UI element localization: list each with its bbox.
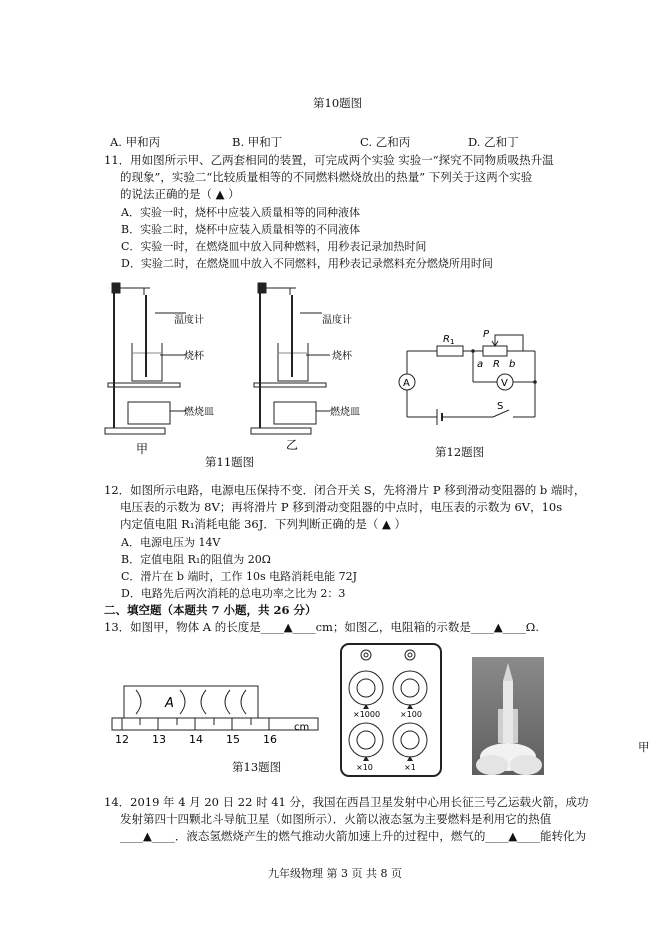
q11-stem-line1: 11．用如图所示甲、乙两套相同的装置，可完成两个实验 实验一“探究不同物质吸热升温 [104,153,554,167]
q14-line3: ____▲____．液态氢燃烧产生的燃气推动火箭加速上升的过程中，燃气的____▲____能转化为 [120,829,587,843]
fig12-label-a: a [477,359,484,370]
fig13-tick-13: 13 [152,733,166,746]
section-heading-fill-in: 二、填空题（本题共 7 小题，共 26 分） [104,603,317,617]
q11-stem-line3: 的说法正确的是（ ▲ ） [120,187,240,201]
fig11-caption: 第11题图 [205,455,255,469]
fig11-label-thermometer-left: 温度计 [174,315,204,326]
q12-stem-line3: 内定值电阻 R₁消耗电能 36J．下列判断正确的是（ ▲ ） [120,517,406,531]
q11-option-a: A．实验一时，烧杯中应装入质量相等的同种液体 [121,206,360,219]
q12-stem-line2: 电压表的示数为 8V；再将滑片 P 移到滑动变阻器的中点时，电压表的示数为 6V，10s [120,500,563,514]
fig13-ruler [110,680,320,750]
fig12-circuit [395,325,555,435]
fig13-caption: 第13题图 [232,760,282,774]
fig12-switch-s: S [497,401,504,412]
fig12-label-r1-subscript: 1 [450,338,455,346]
fig13-dial-x10: ×10 [356,763,373,772]
q11-option-c: C．实验一时，在燃烧皿中放入同种燃料，用秒表记录加热时间 [121,240,427,253]
fig12-label-r1: R [443,334,450,345]
fig10-caption: 第10题图 [313,96,363,110]
fig13-dial-x1000: ×1000 [353,710,381,719]
fig13-tick-12: 12 [115,733,129,746]
q10-option-d: D. 乙和丁 [468,135,519,149]
fig11-label-thermometer-right: 温度计 [322,315,352,326]
fig11-apparatus [100,273,365,473]
q11-stem-line2: 的现象”，实验二“比较质量相等的不同燃料燃烧放出的热量” 下列关于这两个实验 [120,170,533,184]
q12-stem-line1: 12．如图所示电路，电源电压保持不变．闭合开关 S，先将滑片 P 移到滑动变阻器的 b 端时， [104,483,586,497]
fig13-resistance-box [340,643,442,777]
fig11-label-burner-left: 燃烧皿 [184,407,214,418]
fig13-dial-x100: ×100 [400,710,422,719]
q14-line2: 发射第四十四颗北斗导航卫星（如图所示）．火箭以液态氢为主要燃料是利用它的热值 [120,812,552,826]
q13-text: 13．如图甲，物体 A 的长度是____▲____cm；如图乙，电阻箱的示数是____▲____Ω. [104,620,539,634]
q11-option-b: B．实验二时，烧杯中应装入质量相等的不同液体 [121,223,361,236]
fig13-tick-15: 15 [226,733,240,746]
page-footer: 九年级物理 第 3 页 共 8 页 [268,867,402,880]
fig12-label-b: b [509,359,516,370]
q12-option-a: A．电源电压为 14V [121,536,221,549]
fig12-label-p: P [483,329,490,340]
rocket-launch-photo [472,657,544,775]
fig12-ammeter-a: A [403,378,410,389]
fig13-tick-14: 14 [189,733,203,746]
q12-option-b: B．定值电阻 R₁的阻值为 20Ω [121,553,271,566]
fig13-side-label: 甲 [638,740,650,754]
fig11-label-burner-right: 燃烧皿 [330,407,360,418]
q10-option-c: C. 乙和丙 [360,135,411,149]
fig13-object-label: A [165,696,174,711]
fig13-unit-cm: cm [294,722,310,733]
fig12-label-r: R [493,359,500,370]
fig11-label-beaker-right: 烧杯 [332,351,352,362]
fig13-tick-16: 16 [263,733,277,746]
fig12-caption: 第12题图 [435,445,485,459]
fig12-voltmeter-v: V [501,378,508,389]
fig11-label-beaker-left: 烧杯 [184,351,204,362]
q12-option-d: D．电路先后两次消耗的总电功率之比为 2：3 [121,587,346,600]
q10-option-b: B. 甲和丁 [232,135,283,149]
q10-option-a: A. 甲和丙 [110,135,161,149]
q11-option-d: D．实验二时，在燃烧皿中放入不同燃料，用秒表记录燃料充分燃烧所用时间 [121,257,493,270]
q12-option-c: C．滑片在 b 端时，工作 10s 电路消耗电能 72J [121,570,357,583]
fig11-label-yi: 乙 [286,438,299,452]
q14-line1: 14．2019 年 4 月 20 日 22 时 41 分，我国在西昌卫星发射中心用长征三号乙运载火箭，成功 [104,795,589,809]
fig11-label-jia: 甲 [136,442,149,456]
fig13-dial-x1: ×1 [404,763,416,772]
